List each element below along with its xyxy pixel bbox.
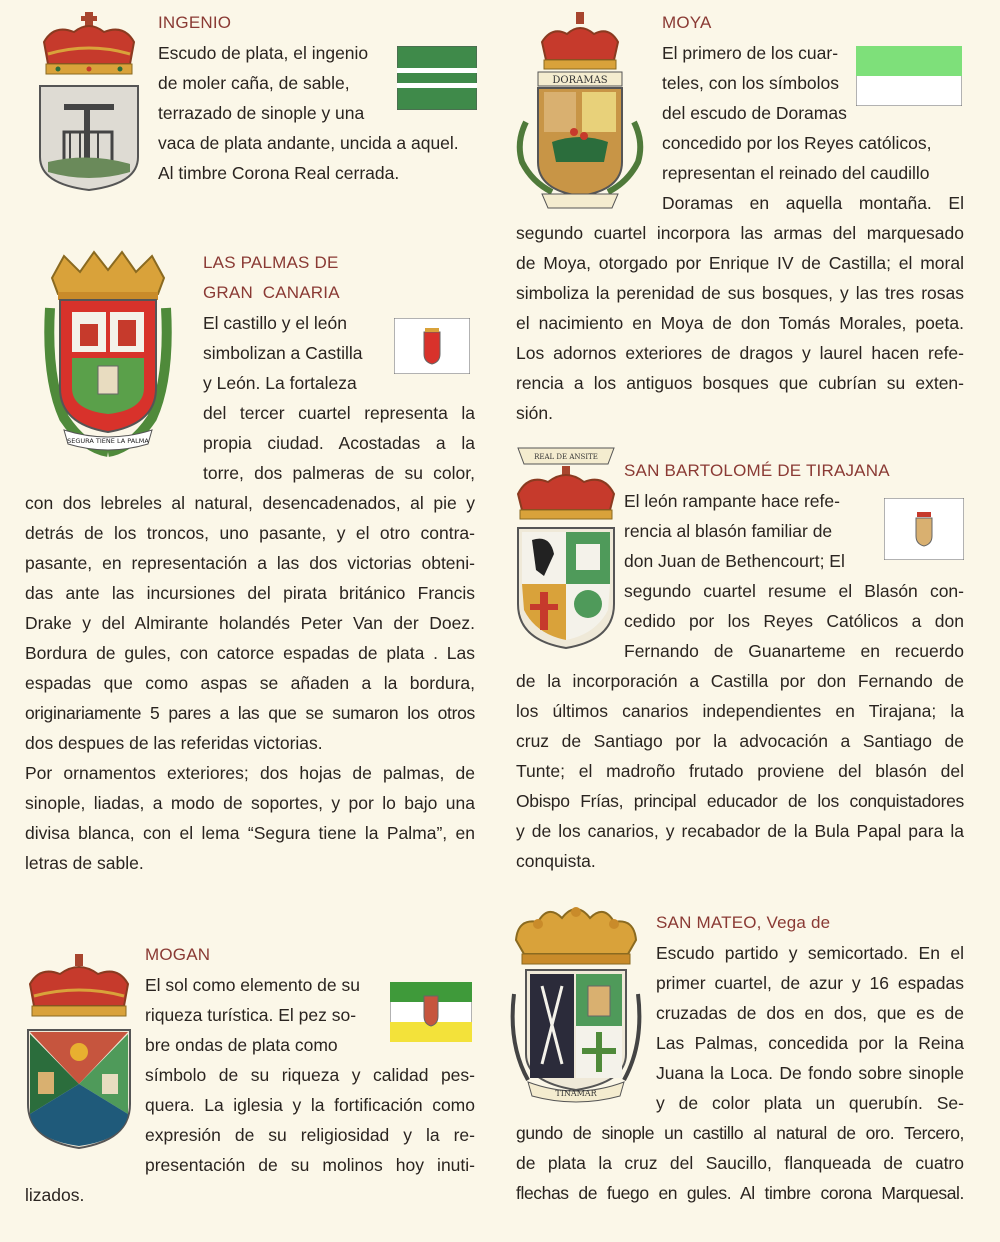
text-line: segundo cuartel incorpora las armas del marquesado <box>516 223 964 243</box>
text-line: simbolizan a Castilla <box>203 343 363 363</box>
text-line: con dos lebreles al natural, desencadenados, al pie y <box>25 493 475 513</box>
moya-crest-label: DORAMAS <box>552 75 608 86</box>
text-line: de Moya, otorgado por Enrique IV de Castilla; el moral <box>516 253 964 273</box>
text-line: Tunte; el madroño frutado proviene del blasón del <box>516 761 964 781</box>
san-mateo-title: SAN MATEO, Vega de <box>656 913 831 932</box>
moya-flag <box>856 46 962 106</box>
text-line: y de los canarios, y recabador de la Bula Papal para la <box>516 821 964 841</box>
text-line: del escudo de Doramas <box>662 103 847 123</box>
text-line: das ante las incursiones del pirata británico Francis <box>25 583 475 603</box>
ingenio-flag <box>397 46 477 110</box>
text-line: El león rampante hace refe- <box>624 491 840 511</box>
text-line: Escudo partido y semicortado. En el <box>656 943 964 963</box>
text-line: Los adornos exteriores de dragos y laurel hacen refe- <box>516 343 964 363</box>
text-line: quera. La iglesia y la fortificación como <box>145 1095 475 1115</box>
text-line: sinople, liadas, a modo de soportes, y por lo bajo una <box>25 793 475 813</box>
text-line: representan el reinado del caudillo <box>662 163 930 183</box>
text-line: pasante, en representación a las dos victorias obteni- <box>25 553 475 573</box>
text-line: teles, con los símbolos <box>662 73 840 93</box>
text-line: cruz de Santiago por la advocación a Santiago de <box>516 731 964 751</box>
text-line: símbolo de su riqueza y calidad pes- <box>145 1065 475 1085</box>
moya-title: MOYA <box>662 13 712 32</box>
text-line: espadas que como aspas se añaden a la bordura, <box>25 673 475 693</box>
text-line: detrás de los troncos, uno pasante, y el otro contra- <box>25 523 475 543</box>
text-line: divisa blanca, con el lema “Segura tiene la Palma”, en <box>25 823 475 843</box>
text-line: Drake y del Almirante holandés Peter Van der Doez. <box>25 613 475 633</box>
las-palmas-title-2: GRAN CANARIA <box>203 283 340 302</box>
text-line: sión. <box>516 403 553 423</box>
text-line: del tercer cuartel representa la <box>203 403 475 423</box>
san-bartolome-title: SAN BARTOLOMÉ DE TIRAJANA <box>624 461 890 480</box>
text-line: Juana la Loca. De fondo sobre sinople <box>656 1063 964 1083</box>
las-palmas-flag <box>394 318 470 374</box>
text-line: de plata la cruz del Saucillo, flanqueada de cuatro <box>516 1153 964 1173</box>
text-line: bre ondas de plata como <box>145 1035 338 1055</box>
moya-coat-of-arms <box>512 12 648 212</box>
text-line: y León. La fortaleza <box>203 373 357 393</box>
text-line: Bordura de gules, con catorce espadas de plata . Las <box>25 643 475 663</box>
text-line: letras de sable. <box>25 853 144 873</box>
mogan-flag <box>390 982 472 1042</box>
las-palmas-title-1: LAS PALMAS DE <box>203 253 339 272</box>
text-line: concedido por los Reyes católicos, <box>662 133 932 153</box>
text-line: simboliza la perenidad de sus bosques, y las tres rosas <box>516 283 964 303</box>
san-mateo-banner: TINAMAR <box>555 1089 597 1098</box>
text-line: presentación de su molinos hoy inuti- <box>145 1155 475 1175</box>
text-line: flechas de fuego en gules. Al timbre corona Marquesal. <box>516 1183 964 1203</box>
text-line: Doramas en aquella montaña. El <box>662 193 964 213</box>
text-line: Al timbre Corona Real cerrada. <box>158 163 400 183</box>
mogan-coat-of-arms <box>24 954 134 1154</box>
text-line: los últimos canarios independientes en Tirajana; la <box>516 701 964 721</box>
text-line: primer cuartel, de azur y 16 espadas <box>656 973 964 993</box>
las-palmas-coat-of-arms <box>44 248 172 460</box>
text-line: segundo cuartel resume el Blasón con- <box>624 581 964 601</box>
text-line: rencia al blasón familiar de <box>624 521 833 541</box>
text-line: Obispo Frías, principal educador de los conquistadores <box>516 791 964 811</box>
text-line: lizados. <box>25 1185 85 1205</box>
san-mateo-coat-of-arms <box>508 904 644 1104</box>
text-line: el nacimiento en Moya de don Tomás Morales, poeta. <box>516 313 964 333</box>
san-bartolome-coat-of-arms <box>510 444 622 656</box>
text-line: expresión de su religiosidad y la re- <box>145 1125 475 1145</box>
text-line: Las Palmas, concedida por la Reina <box>656 1033 964 1053</box>
san-bartolome-flag <box>884 498 964 560</box>
text-line: Escudo de plata, el ingenio <box>158 43 369 63</box>
text-line: rencia a los antiguos bosques que cubrían su exten- <box>516 373 964 393</box>
text-line: cedido por los Reyes Católicos a don <box>624 611 964 631</box>
text-line: riqueza turística. El pez so- <box>145 1005 357 1025</box>
text-line: cruzadas de dos en dos, que es de <box>656 1003 964 1023</box>
text-line: conquista. <box>516 851 596 871</box>
text-line: terrazado de sinople y una <box>158 103 365 123</box>
text-line: originariamente 5 pares a las que se sumaron los otros <box>25 703 475 723</box>
text-line: gundo de sinople un castillo al natural de oro. Tercero, <box>516 1123 964 1143</box>
text-line: El primero de los cuar- <box>662 43 839 63</box>
text-line: de la incorporación a Castilla por don Fernando de <box>516 671 964 691</box>
text-line: vaca de plata andante, uncida a aquel. <box>158 133 459 153</box>
ingenio-title: INGENIO <box>158 13 232 32</box>
text-line: y de color plata un querubín. Se- <box>656 1093 964 1113</box>
las-palmas-motto: SEGURA TIENE LA PALMA <box>67 437 149 445</box>
text-line: Por ornamentos exteriores; dos hojas de palmas, de <box>25 763 475 783</box>
text-line: propia ciudad. Acostadas a la <box>203 433 475 453</box>
text-line: don Juan de Bethencourt; El <box>624 551 845 571</box>
text-line: El castillo y el león <box>203 313 347 333</box>
text-line: dos despues de las referidas victorias. <box>25 733 323 753</box>
ingenio-coat-of-arms <box>34 12 144 192</box>
mogan-title: MOGAN <box>145 945 211 964</box>
san-bartolome-banner: REAL DE ANSITE <box>534 453 598 461</box>
text-line: El sol como elemento de su <box>145 975 360 995</box>
text-line: Fernando de Guanarteme en recuerdo <box>624 641 964 661</box>
text-line: torre, dos palmeras de su color, <box>203 463 475 483</box>
text-line: de moler caña, de sable, <box>158 73 350 93</box>
